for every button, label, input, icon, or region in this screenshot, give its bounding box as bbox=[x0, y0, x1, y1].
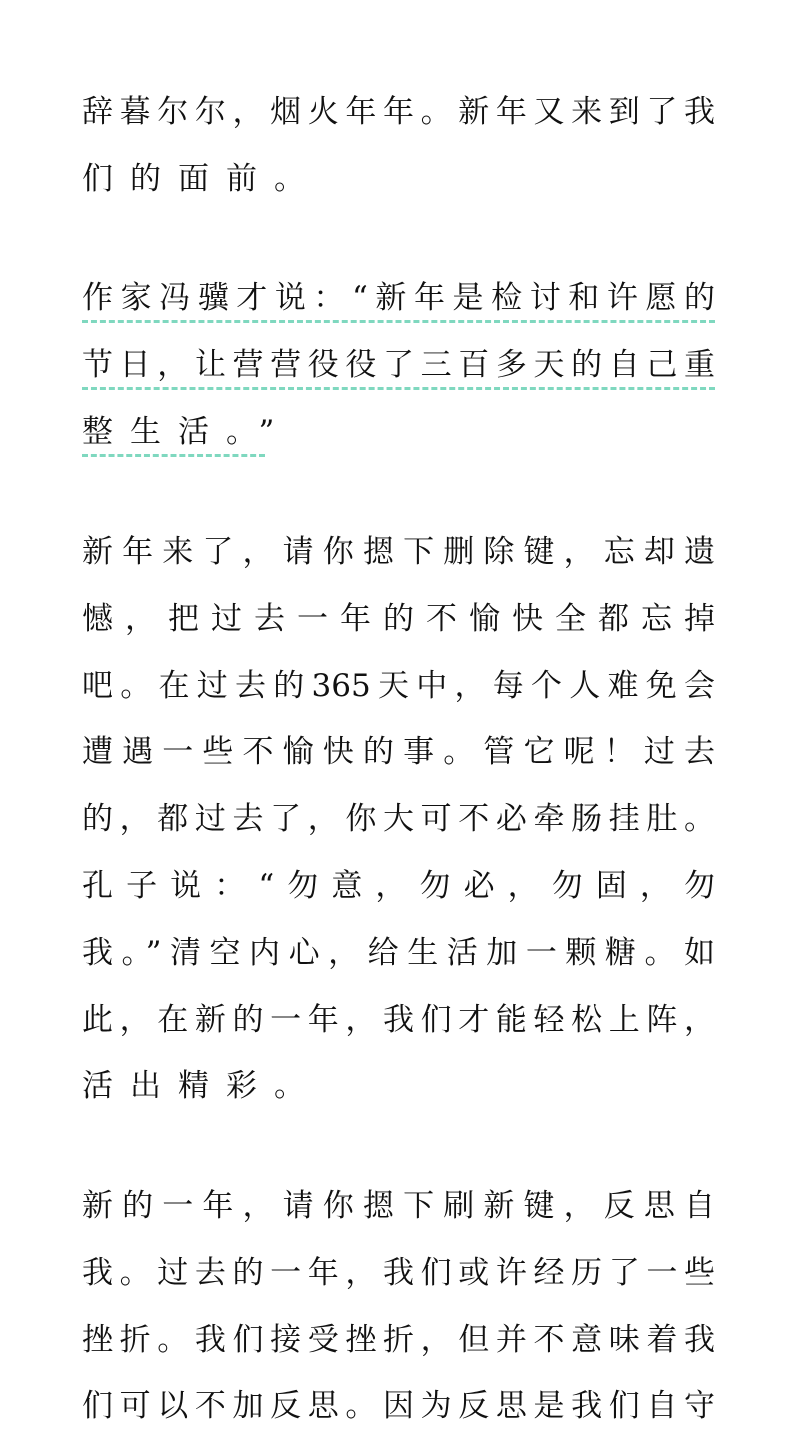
dashed-underline bbox=[82, 320, 715, 323]
text-line: 我。”清空内心，给生活加一颗糖。如 bbox=[82, 934, 715, 971]
text-line: 憾，把过去一年的不愉快全都忘掉 bbox=[82, 600, 715, 637]
text-line: 活出精彩。 bbox=[82, 1068, 322, 1105]
text-line: 们的面前。 bbox=[82, 160, 322, 197]
text-line: 辞暮尔尔，烟火年年。新年又来到了我 bbox=[82, 94, 715, 130]
text-line: 挫折。我们接受挫折，但并不意味着我 bbox=[82, 1321, 715, 1358]
text-line: 孔子说：“勿意，勿必，勿固，勿 bbox=[82, 868, 715, 904]
text-line: 此，在新的一年，我们才能轻松上阵， bbox=[82, 1001, 715, 1038]
text-line: 整生活。” bbox=[82, 413, 292, 450]
text-line: 我。过去的一年，我们或许经历了一些 bbox=[82, 1254, 715, 1291]
text-line: 作家冯骥才说：“新年是检讨和许愿的 bbox=[82, 280, 715, 316]
text-line: 节日，让营营役役了三百多天的自己重 bbox=[82, 346, 715, 383]
text-line: 们可以不加反思。因为反思是我们自守 bbox=[82, 1388, 715, 1425]
text-line: 遭遇一些不愉快的事。管它呢！过去 bbox=[82, 734, 715, 771]
text-line: 新年来了，请你摁下删除键，忘却遗 bbox=[82, 534, 715, 570]
text-line: 吧。在过去的365天中，每个人难免会 bbox=[82, 667, 715, 704]
text-line: 新的一年，请你摁下刷新键，反思自 bbox=[82, 1188, 715, 1224]
text-line: 的，都过去了，你大可不必牵肠挂肚。 bbox=[82, 801, 715, 838]
dashed-underline bbox=[82, 454, 265, 457]
dashed-underline bbox=[82, 387, 715, 390]
